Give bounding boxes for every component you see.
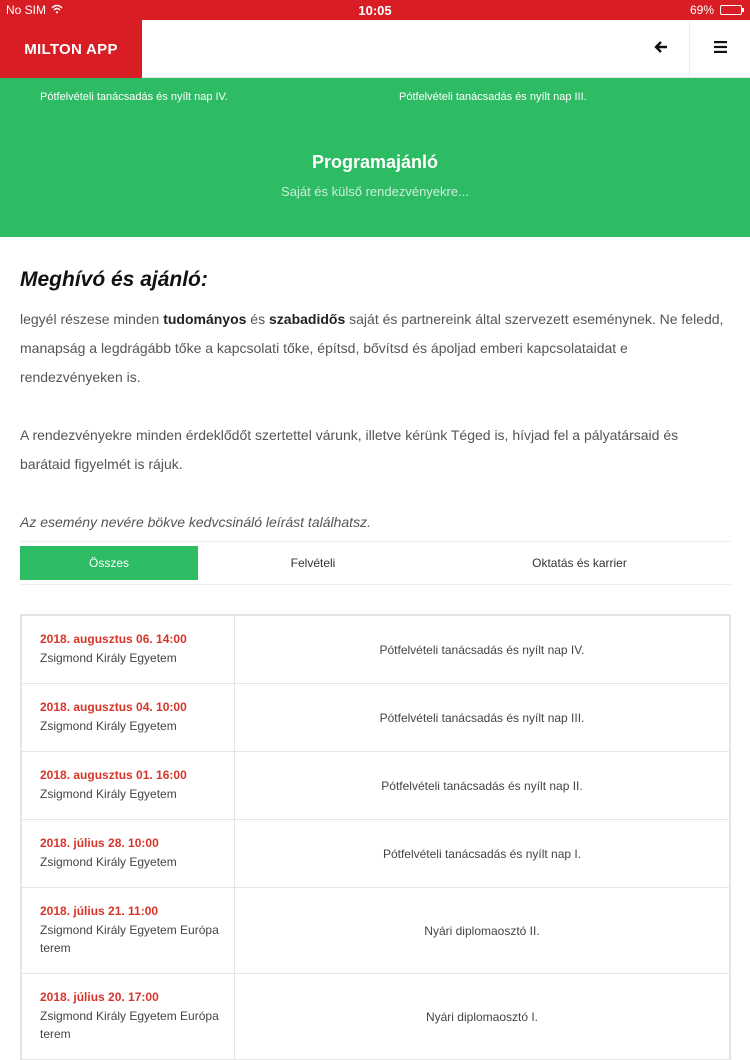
event-place: Zsigmond Király Egyetem <box>40 855 177 869</box>
event-place: Zsigmond Király Egyetem Európa terem <box>40 1009 219 1041</box>
arrow-left-icon <box>654 40 668 59</box>
status-bar <box>0 0 750 20</box>
back-button[interactable] <box>632 20 690 78</box>
tab-education-career[interactable]: Oktatás és karrier <box>532 556 627 570</box>
filter-tabs <box>20 541 731 585</box>
event-title-link[interactable]: Nyári diplomaosztó I. <box>425 1009 539 1024</box>
event-place: Zsigmond Király Egyetem <box>40 719 177 733</box>
events-table <box>20 614 731 1060</box>
status-time: 10:05 <box>358 3 392 18</box>
intro-text: és <box>246 311 269 327</box>
event-meta <box>22 974 235 1059</box>
intro-bold-leisure: szabadidős <box>269 311 346 327</box>
menu-button[interactable] <box>691 20 750 78</box>
battery-percent: 69% <box>689 3 714 17</box>
event-place: Zsigmond Király Egyetem Európa terem <box>40 923 219 955</box>
event-meta <box>22 616 235 683</box>
table-row[interactable] <box>22 820 729 888</box>
intro-paragraph-2: A rendezvényekre minden érdeklődőt szertettel várunk, illetve kérünk Téged is, hívjad fel a pályatársaid és barátaid figyelmét is rájuk. <box>20 427 679 472</box>
intro-hint: Az esemény nevére bökve kedvcsináló leírást találhatsz. <box>20 514 371 530</box>
event-meta <box>22 752 235 819</box>
event-title-link[interactable]: Pótfelvételi tanácsadás és nyílt nap II. <box>381 778 583 793</box>
table-row[interactable] <box>22 616 729 684</box>
event-title-link[interactable]: Nyári diplomaosztó II. <box>424 923 540 938</box>
page-subtitle: Saját és külső rendezvényekre... <box>281 184 469 199</box>
event-date: 2018. augusztus 06. 14:00 <box>40 632 187 646</box>
event-meta <box>22 684 235 751</box>
event-meta <box>22 888 235 973</box>
event-meta <box>22 820 235 887</box>
carrier-label: No SIM <box>6 3 47 17</box>
hamburger-icon <box>714 40 727 58</box>
table-row[interactable] <box>22 684 729 752</box>
event-date: 2018. augusztus 01. 16:00 <box>40 768 187 782</box>
table-row[interactable] <box>22 752 729 820</box>
top-navbar <box>0 20 750 78</box>
intro-text: legyél részese minden <box>20 311 164 327</box>
battery-icon <box>720 5 742 15</box>
hero-link-event-iv[interactable]: Pótfelvételi tanácsadás és nyílt nap IV. <box>40 91 228 103</box>
intro-heading: Meghívó és ajánló: <box>20 268 208 291</box>
intro-bold-scientific: tudományos <box>163 311 247 327</box>
tab-all[interactable]: Összes <box>20 546 198 580</box>
hero-banner <box>0 78 750 237</box>
event-place: Zsigmond Király Egyetem <box>40 651 177 665</box>
event-place: Zsigmond Király Egyetem <box>40 787 177 801</box>
event-title-link[interactable]: Pótfelvételi tanácsadás és nyílt nap I. <box>382 846 582 861</box>
tab-admission[interactable]: Felvételi <box>290 556 336 570</box>
event-title-link[interactable]: Pótfelvételi tanácsadás és nyílt nap III. <box>379 710 585 725</box>
brand-logo[interactable]: MILTON APP <box>0 20 142 78</box>
intro-text: saját és partnereink által szervezett eseménynek. Ne feledd, manapság a legdrágább tőke a kapcsolati tőke, építsd, bővítsd és ápoljad emberi kapcsolataidat e rendezvényeken is. <box>20 311 724 385</box>
intro-section <box>20 268 732 537</box>
event-date: 2018. július 28. 10:00 <box>40 836 159 850</box>
event-date: 2018. július 20. 17:00 <box>40 990 159 1004</box>
event-date: 2018. augusztus 04. 10:00 <box>40 700 187 714</box>
intro-paragraph-1 <box>20 305 732 392</box>
page-title: Programajánló <box>311 152 439 172</box>
event-title-link[interactable]: Pótfelvételi tanácsadás és nyílt nap IV. <box>379 642 585 657</box>
table-row[interactable] <box>22 974 729 1060</box>
hero-link-event-iii[interactable]: Pótfelvételi tanácsadás és nyílt nap III. <box>399 91 587 103</box>
table-row[interactable] <box>22 888 729 974</box>
event-date: 2018. július 21. 11:00 <box>40 904 159 918</box>
status-right <box>690 3 742 17</box>
